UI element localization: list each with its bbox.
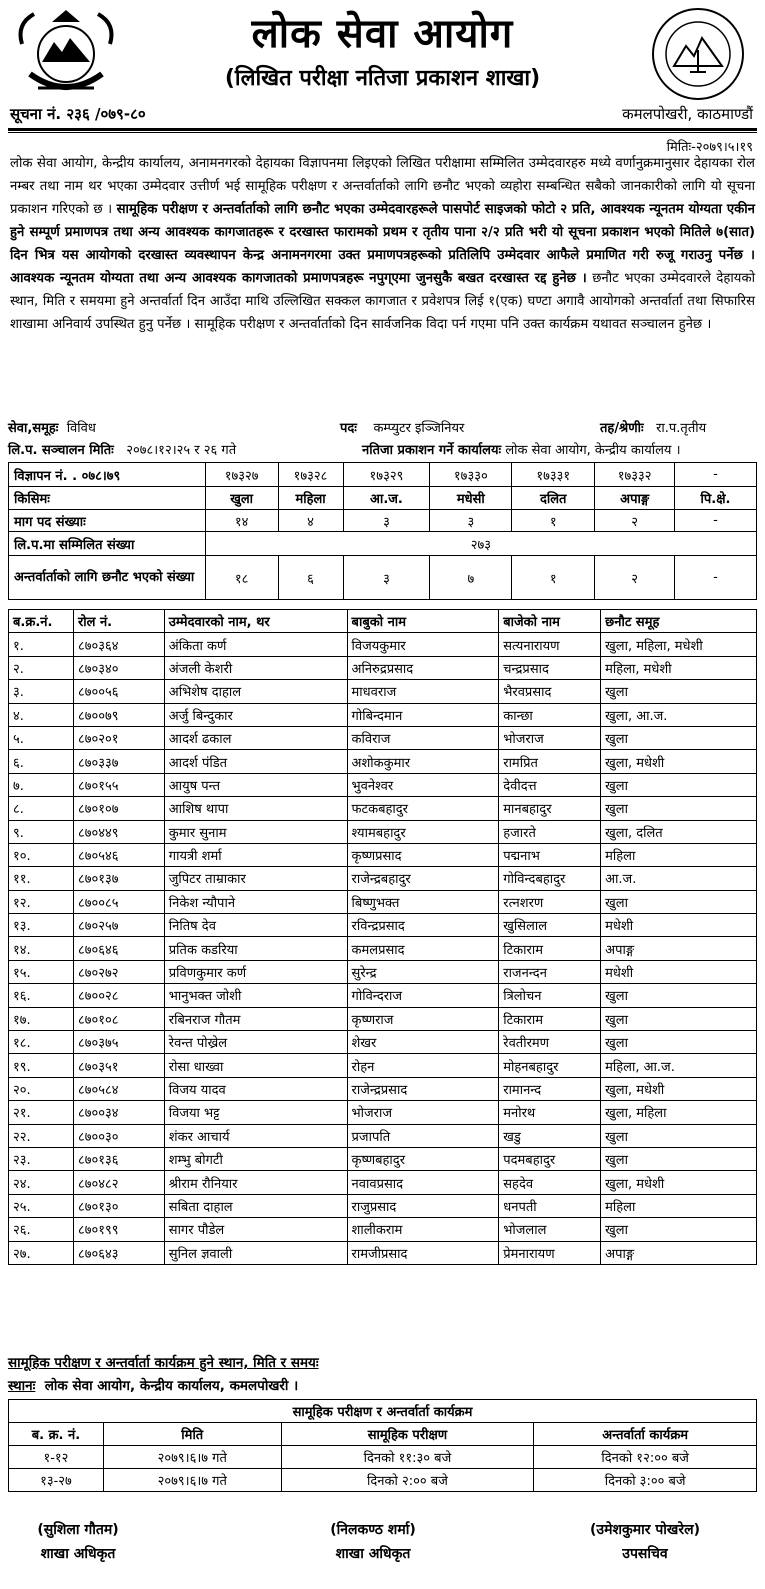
- results-header: बाजेको नाम: [499, 610, 601, 633]
- grandfather-name-cell: कान्छा: [499, 703, 601, 726]
- roll-number-cell: ८७०२५७: [73, 914, 164, 937]
- selection-group-cell: आ.ज.: [601, 867, 757, 890]
- serial-cell: २१.: [9, 1101, 74, 1124]
- selection-group-cell: महिला: [601, 843, 757, 866]
- selection-group-cell: खुला, मधेशी: [601, 750, 757, 773]
- father-name-cell: सुरेन्द्र: [347, 960, 499, 983]
- roll-number-cell: ८७००३४: [73, 1101, 164, 1124]
- roll-number-cell: ८७०१३०: [73, 1194, 164, 1217]
- father-name-cell: राजेन्द्रबहादुर: [347, 867, 499, 890]
- roll-number-cell: ८७०१०८: [73, 1007, 164, 1030]
- selection-group-cell: खुला: [601, 726, 757, 749]
- grandfather-name-cell: भोजराज: [499, 726, 601, 749]
- program-header: अन्तर्वार्ता कार्यक्रम: [534, 1423, 757, 1446]
- grandfather-name-cell: त्रिलोचन: [499, 984, 601, 1007]
- candidate-name-cell: अंजली केशरी: [164, 656, 347, 679]
- adv-number: -: [675, 463, 757, 487]
- candidate-name-cell: अंकिता कर्ण: [164, 633, 347, 656]
- results-header: ब.क्र.नं.: [9, 610, 74, 633]
- roll-number-cell: ८७०१३६: [73, 1147, 164, 1170]
- grandfather-name-cell: टिकाराम: [499, 937, 601, 960]
- selected-cell: २: [595, 556, 675, 600]
- signatory-title: उपसचिव: [622, 1546, 668, 1562]
- father-name-cell: शालीकराम: [347, 1218, 499, 1241]
- table-row: [9, 656, 757, 679]
- program-header: ब. क्र. नं.: [9, 1423, 104, 1446]
- notice-number: सूचना नं. २३६ /०७९-८०: [10, 105, 146, 123]
- program-cell: २०७९।६।७ गते: [103, 1469, 281, 1492]
- table-row: [9, 1101, 757, 1124]
- program-header: मिति: [103, 1423, 281, 1446]
- serial-cell: २.: [9, 656, 74, 679]
- program-table: [8, 1399, 757, 1492]
- type-cell: मधेसी: [430, 487, 512, 510]
- grandfather-name-cell: पदमबहादुर: [499, 1147, 601, 1170]
- candidate-name-cell: शम्भु बोगटी: [164, 1147, 347, 1170]
- roll-number-cell: ८७०३३७: [73, 750, 164, 773]
- grandfather-name-cell: खडु: [499, 1124, 601, 1147]
- table-row: [9, 1054, 757, 1077]
- grandfather-name-cell: रत्नशरण: [499, 890, 601, 913]
- header-divider: [8, 128, 757, 131]
- result-office-label: नतिजा प्रकाशन गर्ने कार्यालयः: [362, 443, 502, 458]
- roll-number-cell: ८७०१०७: [73, 797, 164, 820]
- father-name-cell: भोजराज: [347, 1101, 499, 1124]
- table-row: [9, 937, 757, 960]
- page-subtitle: (लिखित परीक्षा नतिजा प्रकाशन शाखा): [224, 66, 541, 91]
- demand-cell: ३: [430, 510, 512, 532]
- post: [340, 418, 464, 436]
- serial-cell: ५.: [9, 726, 74, 749]
- serial-cell: ११.: [9, 867, 74, 890]
- serial-cell: १४.: [9, 937, 74, 960]
- roll-number-cell: ८७०२०१: [73, 726, 164, 749]
- roll-number-cell: ८७०३६४: [73, 633, 164, 656]
- serial-cell: ४.: [9, 703, 74, 726]
- results-header: बाबुको नाम: [347, 610, 499, 633]
- program-cell: २०७९।६।७ गते: [103, 1446, 281, 1469]
- selected-cell: ३: [343, 556, 430, 600]
- roll-number-cell: ८७०५८४: [73, 1077, 164, 1100]
- father-name-cell: भुवनेश्वर: [347, 773, 499, 796]
- demand-cell: १४: [205, 510, 278, 532]
- candidate-name-cell: रबिनराज गौतम: [164, 1007, 347, 1030]
- adv-number: १७३२९: [343, 463, 430, 487]
- type-cell: दलित: [512, 487, 595, 510]
- serial-cell: १८.: [9, 1031, 74, 1054]
- signature-block: [8, 1518, 148, 1566]
- appeared-count: २७३: [205, 532, 756, 556]
- roll-number-cell: ८७००८५: [73, 890, 164, 913]
- roll-number-cell: ८७०३७५: [73, 1031, 164, 1054]
- grandfather-name-cell: भैरवप्रसाद: [499, 680, 601, 703]
- adv-label: विज्ञापन नं. . ०७८।७९: [9, 463, 206, 487]
- table-row: [9, 1147, 757, 1170]
- adv-row: [9, 463, 757, 487]
- table-row: [9, 750, 757, 773]
- demand-cell: २: [595, 510, 675, 532]
- paragraph-intro: लोक सेवा आयोग, केन्द्रीय कार्यालय, अनामनगरको देहायका विज्ञापनमा लिइएको लिखित परीक्षामा सम्मिलित उम्मेदवारहरु मध्ये वर्णानुक्रमानुसार देहायका रोल नम्बर तथा नाम थर भएका उम्मेदवार उत्तीर्ण भई सामूहिक परीक्षण र अन्तर्वार्ताको लागि छनौट भएको व्यहोरा सम्बन्धित सबैको जानकारीको लागि यो सूचना प्रकाशन गरिएको छ ।: [10, 156, 755, 217]
- father-name-cell: कविराज: [347, 726, 499, 749]
- notice-date: मितिः-२०७९।५।१९: [666, 140, 753, 155]
- results-header-row: [9, 610, 757, 633]
- serial-cell: २५.: [9, 1194, 74, 1217]
- roll-number-cell: ८७०१३७: [73, 867, 164, 890]
- type-label: किसिमः: [9, 487, 206, 510]
- roll-number-cell: ८७०६४६: [73, 937, 164, 960]
- selection-group-cell: खुला, महिला: [601, 1101, 757, 1124]
- service-label: सेवा,समूहः: [8, 421, 59, 436]
- type-cell: पि.क्षे.: [675, 487, 757, 510]
- candidate-name-cell: भानुभक्त जोशी: [164, 984, 347, 1007]
- program-cell: दिनको ११:३० बजे: [281, 1446, 534, 1469]
- program-cell: १३-२७: [9, 1469, 104, 1492]
- demand-cell: ३: [343, 510, 430, 532]
- table-row: [9, 890, 757, 913]
- grandfather-name-cell: रेवतीरमण: [499, 1031, 601, 1054]
- candidate-name-cell: श्रीराम रौनियार: [164, 1171, 347, 1194]
- father-name-cell: अनिरुद्रप्रसाद: [347, 656, 499, 679]
- candidate-name-cell: शंकर आचार्य: [164, 1124, 347, 1147]
- father-name-cell: श्यामबहादुर: [347, 820, 499, 843]
- grandfather-name-cell: सहदेव: [499, 1171, 601, 1194]
- level: [600, 418, 706, 436]
- grandfather-name-cell: टिकाराम: [499, 1007, 601, 1030]
- selected-cell: ६: [278, 556, 343, 600]
- table-row: [9, 773, 757, 796]
- selection-group-cell: खुला, मधेशी: [601, 1077, 757, 1100]
- serial-cell: ६.: [9, 750, 74, 773]
- program-cell: दिनको २:०० बजे: [281, 1469, 534, 1492]
- serial-cell: १६.: [9, 984, 74, 1007]
- roll-number-cell: ८७०२७२: [73, 960, 164, 983]
- office-place: कमलपोखरी, काठमाण्डौं: [622, 105, 753, 123]
- demand-cell: ४: [278, 510, 343, 532]
- selection-group-cell: खुला, आ.ज.: [601, 703, 757, 726]
- selection-group-cell: खुला: [601, 1218, 757, 1241]
- father-name-cell: कमलप्रसाद: [347, 937, 499, 960]
- roll-number-cell: ८७००२८: [73, 984, 164, 1007]
- selected-cell: १: [512, 556, 595, 600]
- demand-cell: -: [675, 510, 757, 532]
- selection-group-cell: खुला, महिला, मधेशी: [601, 633, 757, 656]
- roll-number-cell: ८७००५६: [73, 680, 164, 703]
- signatory-name: (निलकण्ठ शर्मा): [330, 1522, 416, 1538]
- service-value: विविध: [66, 421, 96, 436]
- serial-cell: २०.: [9, 1077, 74, 1100]
- selection-group-cell: खुला: [601, 1124, 757, 1147]
- candidate-name-cell: रेवन्त पोख्रेल: [164, 1031, 347, 1054]
- results-header: उम्मेदवारको नाम, थर: [164, 610, 347, 633]
- signatory-name: (सुशिला गौतम): [37, 1522, 119, 1538]
- program-cell: दिनको १२:०० बजे: [534, 1446, 757, 1469]
- type-cell: महिला: [278, 487, 343, 510]
- program-cell: दिनको ३:०० बजे: [534, 1469, 757, 1492]
- candidate-name-cell: कुमार सुनाम: [164, 820, 347, 843]
- grandfather-name-cell: राजनन्दन: [499, 960, 601, 983]
- selected-cell: ७: [430, 556, 512, 600]
- roll-number-cell: ८७०५४६: [73, 843, 164, 866]
- paragraph-instructions: सामूहिक परीक्षण र अन्तर्वार्ताको लागि छनौट भएका उम्मेदवारहरूले पासपोर्ट साइजको फोटो २ प्रति, आवश्यक न्यूनतम योग्यता एकीन हुने सम्पूर्ण प्रमाणपत्र तथा अन्य आवश्यक कागजातहरू र दरखास्त फारामको प्रथम र तृतीय पाना २/२ प्रति भरी यो सूचना प्रकाशन भएको मितिले ७(सात) दिन भित्र यस आयोगको दरखास्त व्यवस्थापन केन्द्र अनामनगरमा उक्त प्रमाणपत्रहरूको प्रतिलिपि उम्मेदवार आफैले प्रमाणित गरी रुजू गराउनु पर्नेछ । आवश्यक न्यूनतम योग्यता तथा अन्य आवश्यक कागजातको प्रमाणपत्रहरू नपुग्एमा जुनसुकै बखत दरखास्त रद्द हुनेछ ।: [10, 202, 755, 286]
- candidate-name-cell: प्रविणकुमार कर्ण: [164, 960, 347, 983]
- roll-number-cell: ८७०४४९: [73, 820, 164, 843]
- father-name-cell: माधवराज: [347, 680, 499, 703]
- appeared-row: [9, 532, 757, 556]
- roll-number-cell: ८७०१५५: [73, 773, 164, 796]
- table-row: [9, 1194, 757, 1217]
- selection-group-cell: खुला: [601, 1031, 757, 1054]
- page-title: लोक सेवा आयोग: [251, 11, 514, 57]
- candidate-name-cell: आदर्श ढकाल: [164, 726, 347, 749]
- exam-date: [8, 440, 236, 458]
- candidate-name-cell: विजय यादव: [164, 1077, 347, 1100]
- serial-cell: १.: [9, 633, 74, 656]
- selection-group-cell: अपाङ्ग: [601, 937, 757, 960]
- table-row: [9, 1171, 757, 1194]
- selection-group-cell: अपाङ्ग: [601, 1241, 757, 1264]
- father-name-cell: रविन्द्रप्रसाद: [347, 914, 499, 937]
- adv-number: १७३२७: [205, 463, 278, 487]
- program-title: सामूहिक परीक्षण र अन्तर्वार्ता कार्यक्रम हुने स्थान, मिति र समयः: [8, 1355, 319, 1371]
- serial-cell: १२.: [9, 890, 74, 913]
- signatory-title: शाखा अधिकृत: [40, 1546, 116, 1562]
- selection-group-cell: महिला, मधेशी: [601, 656, 757, 679]
- adv-number: १७३२८: [278, 463, 343, 487]
- serial-cell: २७.: [9, 1241, 74, 1264]
- table-row: [9, 1218, 757, 1241]
- type-cell: खुला: [205, 487, 278, 510]
- summary-table: [8, 462, 757, 600]
- father-name-cell: राजेन्द्रप्रसाद: [347, 1077, 499, 1100]
- table-row: [9, 1031, 757, 1054]
- table-row: [9, 984, 757, 1007]
- candidate-name-cell: आयुष पन्त: [164, 773, 347, 796]
- selection-group-cell: खुला: [601, 797, 757, 820]
- adv-number: १७३३१: [512, 463, 595, 487]
- candidate-name-cell: आशिष थापा: [164, 797, 347, 820]
- program-header-row: [9, 1423, 757, 1446]
- post-label: पदः: [340, 421, 357, 436]
- serial-cell: १५.: [9, 960, 74, 983]
- selection-group-cell: खुला: [601, 984, 757, 1007]
- grandfather-name-cell: रामानन्द: [499, 1077, 601, 1100]
- grandfather-name-cell: देवीदत्त: [499, 773, 601, 796]
- program-header: सामूहिक परीक्षण: [281, 1423, 534, 1446]
- grandfather-name-cell: मानबहादुर: [499, 797, 601, 820]
- signatory-name: (उमेशकुमार पोखरेल): [590, 1522, 700, 1538]
- father-name-cell: कृष्णप्रसाद: [347, 843, 499, 866]
- grandfather-name-cell: सत्यनारायण: [499, 633, 601, 656]
- type-cell: अपाङ्ग: [595, 487, 675, 510]
- program-cell: १-१२: [9, 1446, 104, 1469]
- results-table: [8, 609, 757, 1265]
- table-row: [9, 1124, 757, 1147]
- grandfather-name-cell: हजारते: [499, 820, 601, 843]
- father-name-cell: फटकबहादुर: [347, 797, 499, 820]
- table-row: [9, 633, 757, 656]
- post-value: कम्प्युटर इञ्जिनियर: [373, 421, 465, 436]
- selection-group-cell: महिला, आ.ज.: [601, 1054, 757, 1077]
- demand-row: [9, 510, 757, 532]
- serial-cell: २६.: [9, 1218, 74, 1241]
- serial-cell: १३.: [9, 914, 74, 937]
- selection-group-cell: खुला: [601, 890, 757, 913]
- table-row: [9, 960, 757, 983]
- demand-cell: १: [512, 510, 595, 532]
- venue-label: स्थानः: [8, 1378, 36, 1394]
- father-name-cell: विजयकुमार: [347, 633, 499, 656]
- table-row: [9, 797, 757, 820]
- serial-cell: २२.: [9, 1124, 74, 1147]
- exam-date-label: लि.प. सञ्चालन मितिः: [8, 443, 114, 458]
- venue-value: लोक सेवा आयोग, केन्द्रीय कार्यालय, कमलपोखरी ।: [44, 1378, 299, 1394]
- selection-group-cell: खुला, मधेशी: [601, 1171, 757, 1194]
- grandfather-name-cell: खुसिलाल: [499, 914, 601, 937]
- signatory-title: शाखा अधिकृत: [335, 1546, 411, 1562]
- candidate-name-cell: प्रतिक कडरिया: [164, 937, 347, 960]
- table-row: [9, 1077, 757, 1100]
- father-name-cell: कृष्णबहादुर: [347, 1147, 499, 1170]
- selected-cell: -: [675, 556, 757, 600]
- roll-number-cell: ८७००३०: [73, 1124, 164, 1147]
- type-cell: आ.ज.: [343, 487, 430, 510]
- selection-group-cell: महिला: [601, 1194, 757, 1217]
- roll-number-cell: ८७०३४०: [73, 656, 164, 679]
- selected-label: अन्तर्वार्ताको लागि छनौट भएको संख्या: [9, 556, 206, 600]
- adv-number: १७३३२: [595, 463, 675, 487]
- grandfather-name-cell: मनोरथ: [499, 1101, 601, 1124]
- selection-group-cell: मधेशी: [601, 960, 757, 983]
- candidate-name-cell: आदर्श पंडित: [164, 750, 347, 773]
- type-row: [9, 487, 757, 510]
- paragraph-tail: छनौट भएका उम्मेदवारले देहायको स्थान, मिति र समयमा हुने अन्तर्वार्ता दिन आउँदा माथि उल्लिखित सक्कल कागजात र प्रवेशपत्र लिई १(एक) घण्टा अगावै आयोगको अन्तर्वार्ता तथा सिफारिस शाखामा अनिवार्य उपस्थित हुनु पर्नेछ । सामूहिक परीक्षण र अन्तर्वार्ताको दिन सार्वजनिक विदा पर्न गएमा पनि उक्त कार्यक्रम यथावत सञ्चालन हुनेछ ।: [10, 271, 755, 332]
- roll-number-cell: ८७०१९९: [73, 1218, 164, 1241]
- grandfather-name-cell: धनपती: [499, 1194, 601, 1217]
- demand-label: माग पद संख्याः: [9, 510, 206, 532]
- result-office-value: लोक सेवा आयोग, केन्द्रीय कार्यालय ।: [505, 443, 681, 458]
- appeared-label: लि.प.मा सम्मिलित संख्या: [9, 532, 206, 556]
- candidate-name-cell: अर्जु बिन्दुकार: [164, 703, 347, 726]
- serial-cell: १०.: [9, 843, 74, 866]
- table-row: [9, 1007, 757, 1030]
- candidate-name-cell: जुपिटर ताम्राकार: [164, 867, 347, 890]
- candidate-name-cell: सुनिल ज्ञवाली: [164, 1241, 347, 1264]
- table-row: [9, 914, 757, 937]
- father-name-cell: प्रजापति: [347, 1124, 499, 1147]
- grandfather-name-cell: चन्द्रप्रसाद: [499, 656, 601, 679]
- roll-number-cell: ८७०६४३: [73, 1241, 164, 1264]
- table-row: [9, 680, 757, 703]
- program-table-title: सामूहिक परीक्षण र अन्तर्वार्ता कार्यक्रम: [9, 1400, 757, 1423]
- signature-block: [288, 1518, 458, 1566]
- selection-group-cell: खुला: [601, 1007, 757, 1030]
- program-row: [9, 1469, 757, 1492]
- serial-cell: ८.: [9, 797, 74, 820]
- father-name-cell: गोबिन्दमान: [347, 703, 499, 726]
- serial-cell: ३.: [9, 680, 74, 703]
- father-name-cell: कृष्णराज: [347, 1007, 499, 1030]
- selected-cell: १८: [205, 556, 278, 600]
- level-label: तह/श्रेणीः: [600, 421, 644, 436]
- table-row: [9, 867, 757, 890]
- father-name-cell: बिष्णुभक्त: [347, 890, 499, 913]
- selection-group-cell: खुला, दलित: [601, 820, 757, 843]
- serial-cell: ७.: [9, 773, 74, 796]
- candidate-name-cell: रोसा धाख्वा: [164, 1054, 347, 1077]
- grandfather-name-cell: रामप्रित: [499, 750, 601, 773]
- candidate-name-cell: गायत्री शर्मा: [164, 843, 347, 866]
- table-row: [9, 820, 757, 843]
- serial-cell: १९.: [9, 1054, 74, 1077]
- table-row: [9, 1241, 757, 1264]
- service-group: [8, 418, 96, 436]
- signature-block: [545, 1518, 745, 1566]
- notice-paragraph: [10, 152, 755, 336]
- father-name-cell: राजुप्रसाद: [347, 1194, 499, 1217]
- candidate-name-cell: नितिष देव: [164, 914, 347, 937]
- father-name-cell: नवावप्रसाद: [347, 1171, 499, 1194]
- results-header: छनौट समूह: [601, 610, 757, 633]
- selection-group-cell: खुला: [601, 773, 757, 796]
- selected-row: [9, 556, 757, 600]
- result-office: [362, 440, 681, 458]
- header-divider-thin: [8, 132, 757, 133]
- serial-cell: १७.: [9, 1007, 74, 1030]
- father-name-cell: अशोककुमार: [347, 750, 499, 773]
- roll-number-cell: ८७००७९: [73, 703, 164, 726]
- program-row: [9, 1446, 757, 1469]
- grandfather-name-cell: पद्मनाभ: [499, 843, 601, 866]
- candidate-name-cell: सबिता दाहाल: [164, 1194, 347, 1217]
- results-header: रोल नं.: [73, 610, 164, 633]
- grandfather-name-cell: गोविन्दबहादुर: [499, 867, 601, 890]
- father-name-cell: रामजीप्रसाद: [347, 1241, 499, 1264]
- table-row: [9, 843, 757, 866]
- candidate-name-cell: विजया भट्ट: [164, 1101, 347, 1124]
- grandfather-name-cell: मोहनबहादुर: [499, 1054, 601, 1077]
- father-name-cell: शेखर: [347, 1031, 499, 1054]
- grandfather-name-cell: भोजलाल: [499, 1218, 601, 1241]
- father-name-cell: गोविन्दराज: [347, 984, 499, 1007]
- selection-group-cell: खुला: [601, 1147, 757, 1170]
- serial-cell: २३.: [9, 1147, 74, 1170]
- candidate-name-cell: अभिशेष दाहाल: [164, 680, 347, 703]
- exam-date-value: २०७८।१२।२५ र २६ गते: [126, 443, 237, 458]
- level-value: रा.प.तृतीय: [656, 421, 707, 436]
- serial-cell: २४.: [9, 1171, 74, 1194]
- grandfather-name-cell: प्रेमनारायण: [499, 1241, 601, 1264]
- candidate-name-cell: निकेश न्यौपाने: [164, 890, 347, 913]
- program-table-title-row: [9, 1400, 757, 1423]
- table-row: [9, 726, 757, 749]
- candidate-name-cell: सागर पौडेल: [164, 1218, 347, 1241]
- selection-group-cell: खुला: [601, 680, 757, 703]
- father-name-cell: रोहन: [347, 1054, 499, 1077]
- table-row: [9, 703, 757, 726]
- roll-number-cell: ८७०३५१: [73, 1054, 164, 1077]
- adv-number: १७३३०: [430, 463, 512, 487]
- selection-group-cell: मधेशी: [601, 914, 757, 937]
- serial-cell: ९.: [9, 820, 74, 843]
- program-venue: [8, 1376, 298, 1394]
- roll-number-cell: ८७०४८२: [73, 1171, 164, 1194]
